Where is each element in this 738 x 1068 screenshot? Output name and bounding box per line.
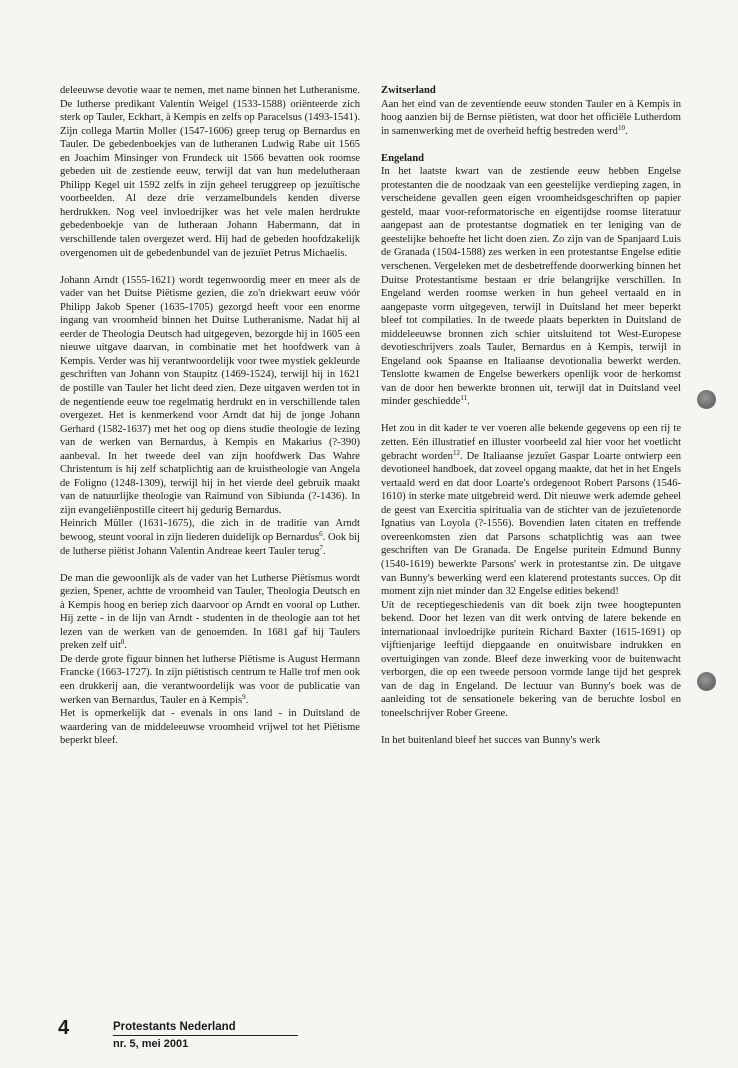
binder-hole-lower — [697, 672, 716, 691]
heading-engeland: Engeland — [381, 152, 424, 164]
paragraph-zwitserland — [381, 98, 681, 139]
zwitserland-text: Aan het eind van de zeventiende eeuw stonden Tauler en à Kempis in hoog aanzien bij de Bernse piëtisten, wat door het officiële Lutherdom in samenwerking met de overheid heftig bestreden werd — [381, 98, 681, 137]
engeland-2-text: Het zou in dit kader te ver voeren alle bekende gegevens op een rij te zetten. Eén illustratief en illuster voorbeeld zal hier voor het voetlicht gebracht worden — [381, 423, 681, 462]
engeland-2-text-cont: . De Italiaanse jezuïet Gaspar Loarte ontwierp een devotioneel handboek, dat zoveel opgang maakte, dat het in het Engels vertaald werd en dat door Loarte's ordegenoot Robert Parsons (1546-1610) in sterke mate uitgebreid werd. Dit nieuwe werk ademde geheel de geest van Exercitia spiritualia van de stichter van de jezuïetenorde Ignatius van Loyola (?-1556). Bovendien laten citaten en treffende overeenkomsten zien dat Parsons schatplichtig was aan twee geschriften van De Granada. De Engelse puritein Edmund Bunny (1540-1619) bewerkte Parsons' werk in protestantse zin. De uitgave van Bunny's bewerking werd een klaterend protestants succes. Op dit moment zijn niet minder dan 32 Engelse edities bekend! — [381, 450, 681, 598]
muller-text-end: . — [323, 545, 326, 557]
publication-title: Protestants Nederland — [113, 1021, 236, 1033]
muller-text-cont: . Ook bij de lutherse piëtist Johann Valentin Andreae keert Tauler terug — [60, 532, 360, 557]
engeland-1-text-end: . — [467, 396, 470, 408]
paragraph-duitsland: Het is opmerkelijk dat - evenals in ons land - in Duitsland de waardering van de middeleeuwse vroomheid vrijwel tot het Piëtisme beperkt bleef. — [60, 708, 360, 747]
page-number: 4 — [58, 1017, 70, 1039]
paragraph-spener — [60, 572, 360, 653]
paragraph-engeland-3: Uit de receptiegeschiedenis van dit boek zijn twee hoogtepunten bekend. Door het lezen van dit werk ontving de latere bekende en internationaal invloedrijke puritein Richard Baxter (1615-1691) op vijftienjarige leeftijd diepgaande en onuitwisbare indrukken en overtuigingen van zonde. Bleef deze inwerking voor de buitenwacht verborgen, die op een tweede persoon vormde lange tijd het gesprek van de dag in Engeland. De lectuur van Bunny's boek was de aanleiding tot de sensationele bekering van de beruchte losbol en toneelschrijver Rober Greene. — [381, 599, 681, 719]
paragraph-muller — [60, 517, 360, 558]
spener-text: De man die gewoonlijk als de vader van het Lutherse Piëtismus wordt gezien, Spener, achtte de vroomheid van Tauler, Theologia Deutsch en à Kempis hoog en beriep zich daarvoor op Arndt en vooral op Luther. Hij zette - in de lijn van Arndt - studenten in de theologie aan tot het lezen van de werken van de genoemden. In 1681 gaf hij Taulers preken zelf uit — [60, 572, 360, 652]
footnote-ref-9: 9 — [242, 692, 246, 701]
footnote-ref-11: 11 — [460, 394, 468, 403]
muller-text: Heinrich Müller (1631-1675), die zich in de traditie van Arndt bewoog, steunt vooral in zijn liederen duidelijk op Bernardus — [60, 518, 360, 543]
paragraph-arndt: Johann Arndt (1555-1621) wordt tegenwoordig meer en meer als de vader van het Duitse Piëtisme gezien, die zo'n driekwart eeuw vóór Philipp Jakob Spener (1635-1705) gezorgd heeft voor een enorme ingang van vroomheid binnen het Duitse Lutheranisme. Nadat hij al eerder de Theologia Deutsch had uitgegeven, bezorgde hij in 1605 een nieuwe uitgave daarvan, in combinatie met het hoofdwerk van à Kempis. Verder was hij verantwoordelijk voor twee mystiek gekleurde geschriften van Johann von Staupitz (1469-1524), terwijl hij in 1621 de postille van Tauler het licht deed zien. Deze uitgaven werden tot in de negentiende eeuw toe regelmatig herdrukt en in verschillende talen overgezet. Het is kenmerkend voor Arndt dat hij de jonge Johann Gerhard (1582-1637) met het oog op diens studie theologie de lezing van de werken van Bernardus, à Kempis en Makarius (?-390) aanbeval. In het tweede deel van zijn hoofdwerk Das Wahre Christentum is hij zelf schatplichtig aan de kruistheologie van Angela de Foligno (1248-1309), terwijl hij in het vierde deel gebruik maakt van de natuurlijke theologie van Raimund von Sibiunda (?-1436). In zijn evangeliënpostille citeert hij gedurig Bernardus. — [60, 274, 360, 516]
footnote-ref-7: 7 — [319, 543, 324, 552]
footer-divider — [113, 1035, 298, 1036]
francke-text-end: . — [245, 694, 249, 706]
footnote-ref-6: 6 — [319, 530, 323, 538]
right-text-column — [381, 84, 681, 748]
paragraph-engeland-2 — [381, 422, 681, 598]
francke-text: De derde grote figuur binnen het lutherse Piëtisme is August Hermann Francke (1663-1727). In zijn piëtistisch centrum te Halle trof men ook een drukkerij aan, die verantwoordelijk was voor de publicatie van werken van Bernardus, Tauler en à Kempis — [60, 653, 360, 706]
footnote-ref-8: 8 — [120, 638, 125, 647]
spener-text-end: . — [124, 640, 128, 652]
left-text-column — [60, 84, 360, 748]
paragraph-francke — [60, 653, 360, 707]
zwitserland-text-end: . — [624, 125, 628, 137]
paragraph-engeland-4: In het buitenland bleef het succes van Bunny's werk — [381, 735, 601, 747]
footnote-ref-12: 12 — [452, 448, 460, 457]
heading-zwitserland: Zwitserland — [381, 85, 436, 96]
footnote-ref-10: 10 — [617, 123, 625, 132]
paragraph-engeland-1 — [381, 165, 681, 409]
paragraph-devotie: deleeuwse devotie waar te nemen, met name binnen het Lutheranisme. De lutherse predikant Valentin Weigel (1533-1588) oriënteerde zich sterk op Tauler, Eckhart, à Kempis en zelfs op Paracelsus (1493-1541). Zijn collega Martin Moller (1547-1606) greep terug op Bernardus en Tauler. De gebedenboekjes van de lutheranen Ludwig Rabe uit 1565 en Joachim Minsinger von Frundeck uit 1566 bevatten ook roomse gebeden uit de zestiende eeuw, terwijl dat van hun medelutheraan Philipp Kegel uit 1592 zelfs in zijn geheel teruggreep op jezuïtische voorbeelden. Al deze drie verzamelbundels kenden diverse herdrukken. Nog veel invloedrijker was het vele malen herdrukte gebedenboekje van de lutheraan Johann Habermann, dat in verschillende talen overgezet werd. Hij had de gebeden hoofdzakelijk overgenomen uit de gebedenbundel van de jezuïet Petrus Michaelis. — [60, 85, 360, 259]
issue-info: nr. 5, mei 2001 — [113, 1038, 189, 1050]
engeland-1-text: In het laatste kwart van de zestiende eeuw hebben Engelse protestanten die de noodzaak van een geestelijke verdieping zagen, in verscheidene gevallen geen eigen vroomheidsgeschriften op papier gesteld, maar voor-reformatorische en eigentijdse roomse literatuur aangepast aan de protestantse dogmatiek en ter leniging van de geestelijke behoefte het licht doen zien. Zo zijn van de Spanjaard Luis de Granada (1504-1588) zes werken in een protestantse Engelse editie verschenen. Vergeleken met de desbetreffende doorwerking binnen het Duitse Protestantisme bestaan er drie belangrijke verschillen. In Engeland werden roomse werken in hun geheel vertaald en in aangepaste vorm uitgegeven, terwijl in Duitsland het meer beperkt bleef tot compilaties. In de tweede plaats beperkten in Duitsland de middeleeuwse bronnen zich schier uitsluitend tot West-Europese devotieschrijvers zoals Tauler, Bernardus en à Kempis, terwijl in Engeland ook Spaanse en Italiaanse devotionalia bewerkt werden. Tenslotte kwamen de Engelse bewerkers openlijk voor de herkomst van de door hen bewerkte bronnen uit, terwijl dat in Duitsland veel minder geschiedde — [381, 166, 681, 408]
binder-hole-upper — [697, 390, 716, 409]
